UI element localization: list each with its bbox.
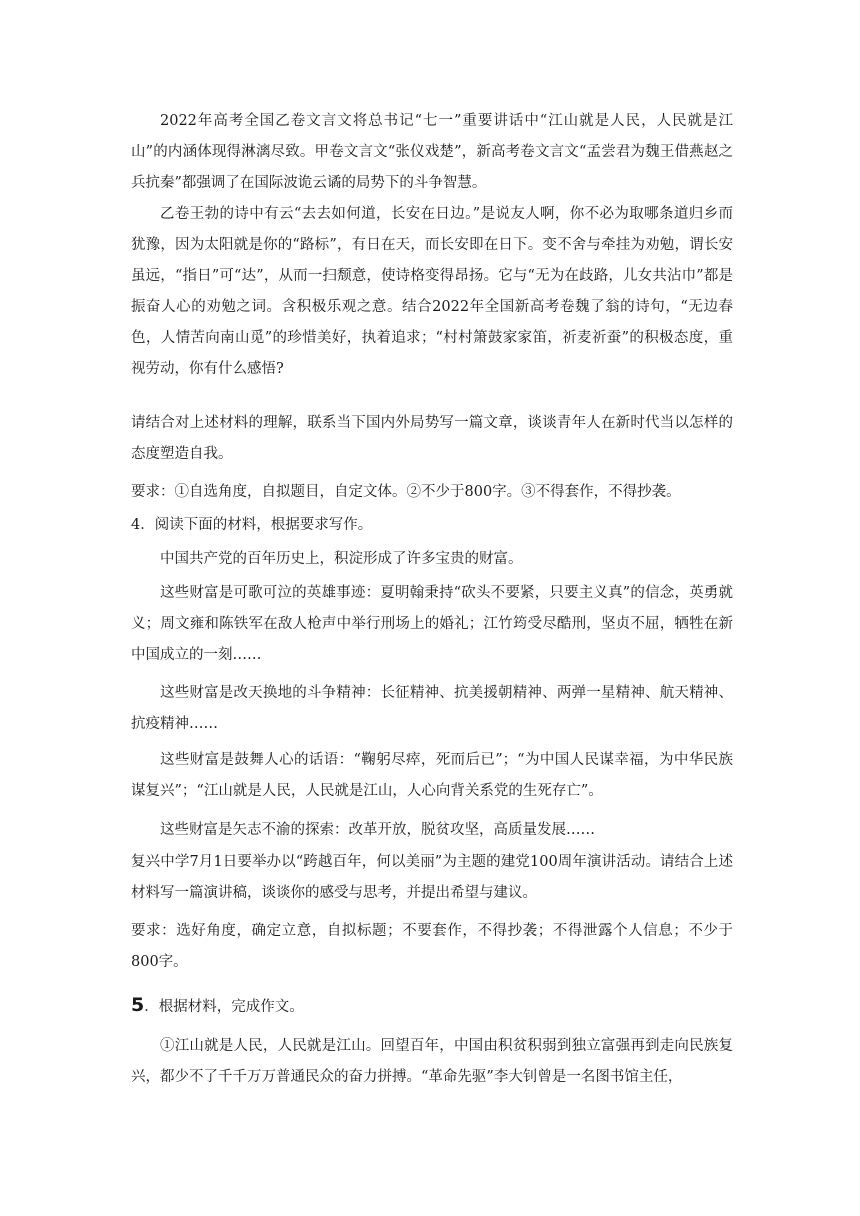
paragraph-party-history: 中国共产党的百年历史上，积淀形成了许多宝贵的财富。 <box>160 551 523 567</box>
paragraph-speech-requirements: 要求：选好角度，确定立意，自拟标题；不要套作，不得抄袭；不得泄露个人信息；不少于800字。 <box>131 923 733 970</box>
question-5-text: ．根据材料，完成作文。 <box>144 999 304 1015</box>
paragraph-sayings: 这些财富是鼓舞人心的话语：“鞠躬尽瘁，死而后已”；“为中国人民谋幸福，为中华民族谋复兴”；“江山就是人民，人民就是江山，人心向背关系党的生死存亡”。 <box>131 752 733 799</box>
paragraph-exploration: 这些财富是矢志不渝的探索：改革开放，脱贫攻坚，高质量发展…… <box>160 822 595 838</box>
paragraph-requirements: 要求：①自选角度，自拟题目，自定文体。②不少于800字。③不得套作，不得抄袭。 <box>131 484 681 500</box>
paragraph-intro: 2022年高考全国乙卷文言文将总书记“七一”重要讲话中“江山就是人民，人民就是江山”的内涵体现得淋漓尽致。甲卷文言文“张仪戏楚”，新高考卷文言文“孟尝君为魏王借燕赵之兵抗秦”都强调了在国际波诡云谲的局势下的斗争智慧。 <box>131 113 733 191</box>
question-5-heading <box>131 990 733 1023</box>
paragraph-speech-task: 复兴中学7月1日要举办以“跨越百年，何以美丽”为主题的建党100周年演讲活动。请结合上述材料写一篇演讲稿，谈谈你的感受与思考，并提出希望与建议。 <box>131 854 733 901</box>
question-4-heading: 4．阅读下面的材料，根据要求写作。 <box>131 517 373 533</box>
question-5-number: 5 <box>131 994 145 1016</box>
paragraph-material-1: ①江山就是人民，人民就是江山。回望百年，中国由积贫积弱到独立富强再到走向民族复兴，都少不了千千万万普通民众的奋力拼搏。“革命先驱”李大钊曾是一名图书馆主任， <box>131 1038 733 1085</box>
paragraph-task: 请结合对上述材料的理解，联系当下国内外局势写一篇文章，谈谈青年人在新时代当以怎样的态度塑造自我。 <box>131 415 733 462</box>
paragraph-spirit: 这些财富是改天换地的斗争精神：长征精神、抗美援朝精神、两弹一星精神、航天精神、抗疫精神…… <box>131 685 733 732</box>
paragraph-heroes: 这些财富是可歌可泣的英雄事迹：夏明翰秉持“砍头不要紧，只要主义真”的信念，英勇就义；周文雍和陈铁军在敌人枪声中举行刑场上的婚礼；江竹筠受尽酷刑，坚贞不屈，牺牲在新中国成立的一刻…… <box>131 585 733 663</box>
paragraph-wang-bo-poem: 乙卷王勃的诗中有云“去去如何道，长安在日边。”是说友人啊，你不必为取哪条道归乡而犹豫，因为太阳就是你的“路标”，有日在天，而长安即在日下。变不舍与牵挂为劝勉，谓长安虽远，“指日”可“达”，从而一扫颓意，使诗格变得昂扬。它与“无为在歧路，儿女共沾巾”都是振奋人心的劝勉之词。含积极乐观之意。结合2022年全国新高考卷魏了翁的诗句，“无边春色，人情苦向南山觅”的珍惜美好，执着追求；“村村箫鼓家家笛，祈麦祈蚕”的积极态度，重视劳动，你有什么感悟? <box>131 206 733 377</box>
